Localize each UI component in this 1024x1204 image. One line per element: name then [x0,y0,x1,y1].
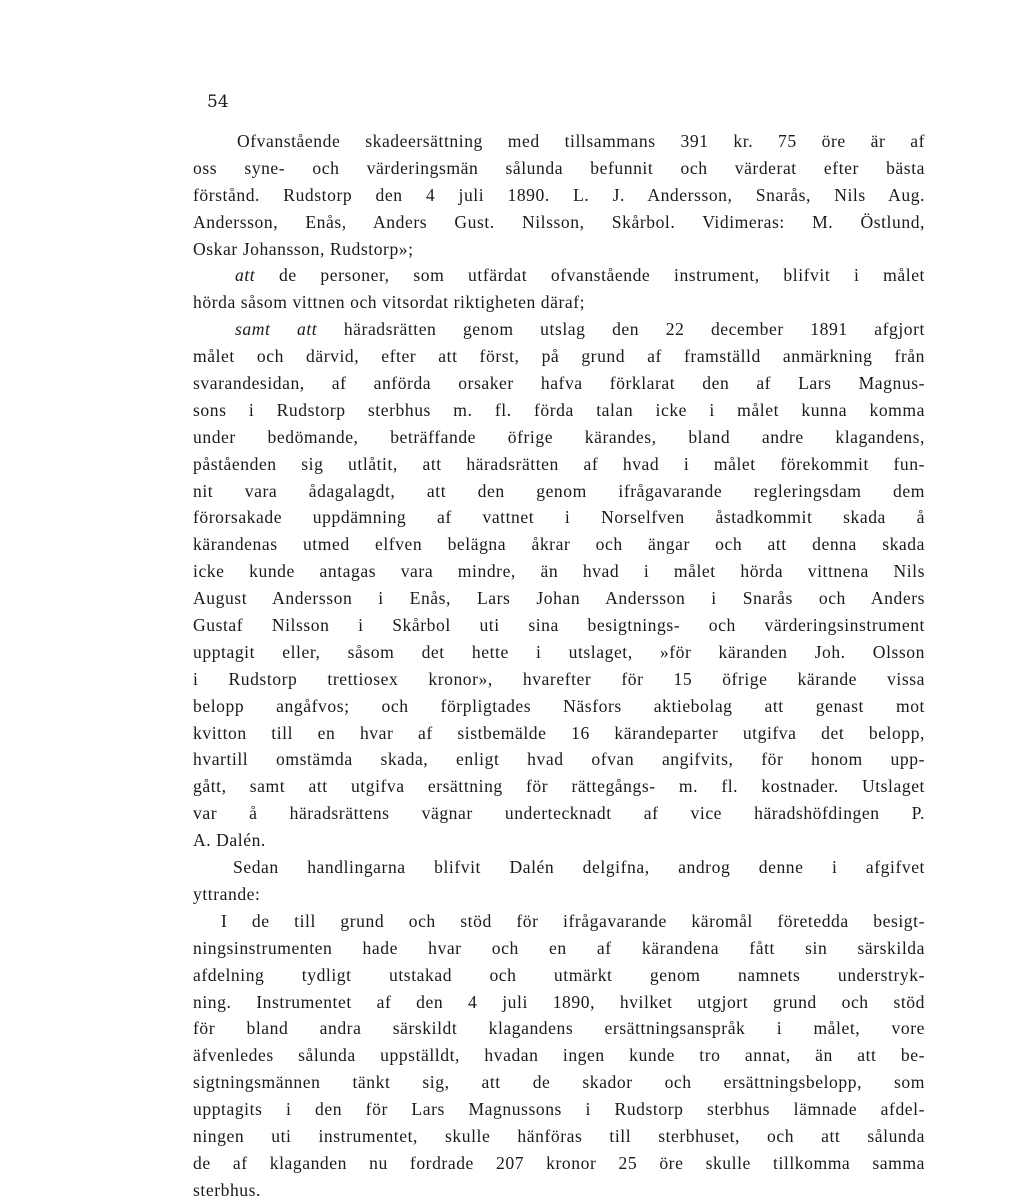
text-line: oss syne- och värderingsmän sålunda befunnit och värderat efter bästa [193,157,925,178]
text-line: i Rudstorp trettiosex kronor», hvarefter för 15 öfrige kärande vissa [193,668,925,689]
text-line: påståenden sig utlåtit, att häradsrätten af hvad i målet förekommit fun- [193,453,925,474]
text-line: kärandenas utmed elfven belägna åkrar och ängar och att denna skada [193,534,925,555]
text-line: kvitton till en hvar af sistbemälde 16 kärandeparter utgifva det belopp, [193,722,925,743]
text-line-content: Ofvanstående skadeersättning med tillsammans 391 kr. 75 öre är af [237,131,925,151]
page-number: 54 [207,92,229,112]
text-line: hörda såsom vittnen och vitsordat riktigheten däraf; [193,292,586,313]
text-line: upptagit eller, såsom det hette i utslaget, »för käranden Joh. Olsson [193,641,925,662]
text-line: förstånd. Rudstorp den 4 juli 1890. L. J. Andersson, Snarås, Nils Aug. [193,184,925,205]
text-line: sterbhus. [193,1179,261,1200]
text-line: sigtningsmännen tänkt sig, att de skador och ersättningsbelopp, som [193,1072,925,1093]
text-line: var å häradsrättens vägnar undertecknadt af vice häradshöfdingen P. [193,803,925,824]
text-line: yttrande: [193,883,261,904]
text-line: gått, samt att utgifva ersättning för rättegångs- m. fl. kostnader. Utslaget [193,776,925,797]
italic-lead-word: att [297,319,318,340]
text-line: förorsakade uppdämning af vattnet i Norselfven åstadkommit skada å [193,507,925,528]
italic-lead-word: samt [235,319,271,340]
text-line: August Andersson i Enås, Lars Johan Andersson i Snarås och Anders [193,588,925,609]
text-line: målet och därvid, efter att först, på grund af framställd anmärkning från [193,346,925,367]
text-line: icke kunde antagas vara mindre, än hvad i målet hörda vittnena Nils [193,561,925,582]
text-line: belopp angåfvos; och förpligtades Näsfors aktiebolag att genast mot [193,695,925,716]
text-line [193,854,925,881]
text-line [193,262,925,289]
text-line-content: häradsrätten genom utslag den 22 december 1891 afgjort [343,319,925,340]
text-line: under bedömande, beträffande öfrige kärandes, bland andre klagandens, [193,426,925,447]
text-line: ningsinstrumenten hade hvar och en af kärandena fått sin särskilda [193,937,925,958]
text-line: för bland andra särskildt klagandens ersättningsanspråk i målet, vore [193,1018,925,1039]
text-line: hvartill omstämda skada, enligt hvad ofvan angifvits, för honom upp- [193,749,925,770]
text-line: afdelning tydligt utstakad och utmärkt genom namnets understryk- [193,964,925,985]
text-line [193,316,925,343]
text-line: svarandesidan, af anförda orsaker hafva förklarat den af Lars Magnus- [193,373,925,394]
text-line: nit vara ådagalagdt, att den genom ifrågavarande regleringsdam dem [193,480,925,501]
text-line [193,128,925,155]
text-line: Oskar Johansson, Rudstorp»; [193,238,414,259]
text-line-content: I de till grund och stöd för ifrågavarande käromål företedda besigt- [221,910,925,931]
text-line: upptagits i den för Lars Magnussons i Rudstorp sterbhus lämnade afdel- [193,1099,925,1120]
text-line: sons i Rudstorp sterbhus m. fl. förda talan icke i målet kunna komma [193,399,925,420]
text-line: ning. Instrumentet af den 4 juli 1890, hvilket utgjort grund och stöd [193,991,925,1012]
text-line: ningen uti instrumentet, skulle hänföras till sterbhuset, och att sålunda [193,1125,925,1146]
italic-lead-word: att [235,265,256,286]
text-line: de af klaganden nu fordrade 207 kronor 25 öre skulle tillkomma samma [193,1152,925,1173]
text-line: äfvenledes sålunda uppställdt, hvadan ingen kunde tro annat, än att be- [193,1045,925,1066]
text-line [193,908,925,935]
text-line-content: Sedan handlingarna blifvit Dalén delgifna, androg denne i afgifvet [233,857,925,878]
body-text [193,128,925,1204]
text-line: Andersson, Enås, Anders Gust. Nilsson, Skårbol. Vidimeras: M. Östlund, [193,211,925,232]
text-line-content: de personer, som utfärdat ofvanstående instrument, blifvit i målet [278,265,925,286]
text-line: A. Dalén. [193,830,266,851]
text-line: Gustaf Nilsson i Skårbol uti sina besigtnings- och värderingsinstrument [193,615,925,636]
